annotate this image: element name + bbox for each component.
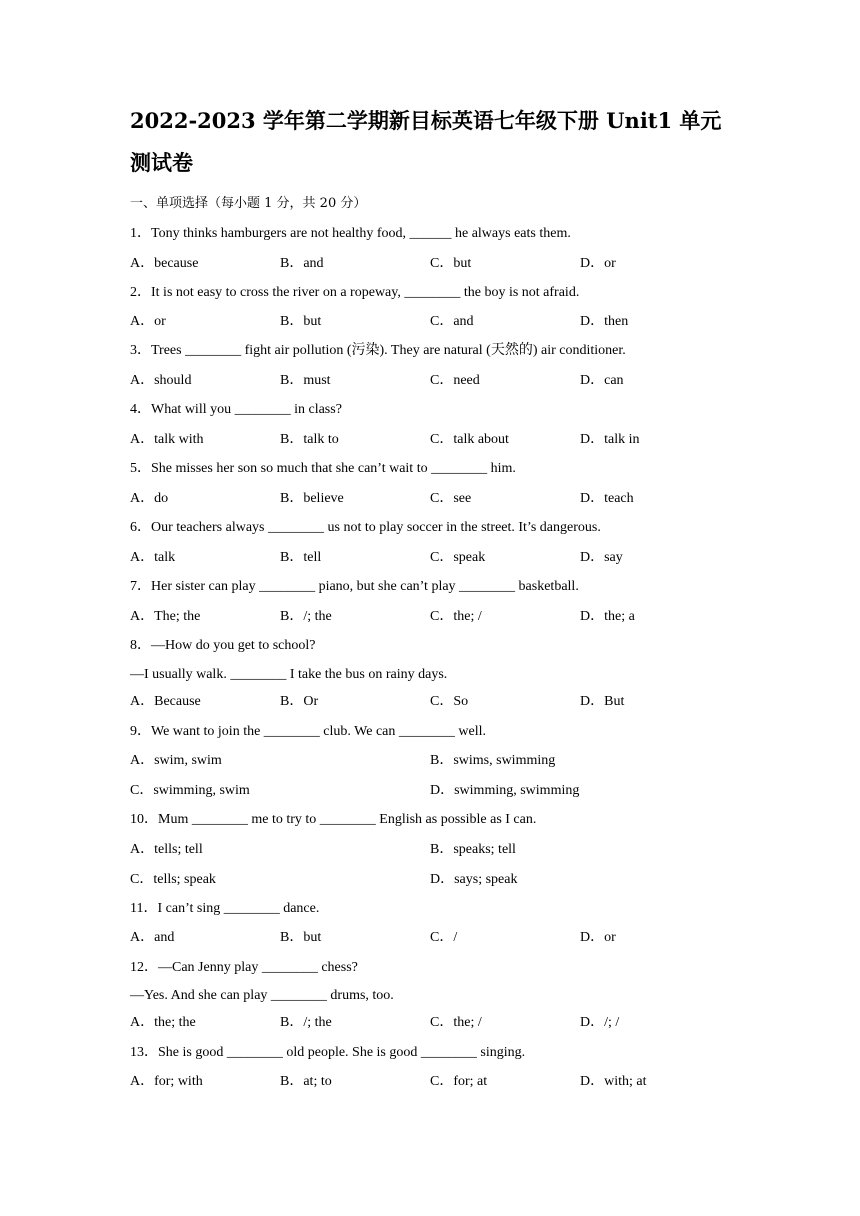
question-stem-continuation: —Yes. And she can play ________ drums, too. [130, 988, 394, 1003]
question-stem: 3．Trees ________ fight air pollution (污染). They are natural (天然的) air conditioner. [130, 343, 626, 358]
option-b: B．talk to [280, 432, 339, 447]
question-stem: 12．—Can Jenny play ________ chess? [130, 960, 358, 975]
option-b: B．speaks; tell [430, 842, 516, 857]
option-d: D．talk in [580, 432, 640, 447]
option-a: A．talk [130, 550, 176, 565]
option-a: A．tells; tell [130, 842, 203, 857]
option-b: B．but [280, 314, 322, 329]
option-b: B．but [280, 930, 322, 945]
question-stem: 11．I can’t sing ________ dance. [130, 901, 320, 916]
option-d: D．or [580, 930, 616, 945]
option-c: C．So [430, 694, 469, 709]
option-a: A．the; the [130, 1015, 196, 1030]
option-a: A．or [130, 314, 166, 329]
option-d: D．But [580, 694, 625, 709]
option-c: C．the; / [430, 1015, 482, 1030]
question-stem: 8．—How do you get to school? [130, 638, 316, 653]
option-a: A．Because [130, 694, 201, 709]
option-d: D．then [580, 314, 629, 329]
question-stem: 6．Our teachers always ________ us not to play soccer in the street. It’s dangerous. [130, 520, 601, 535]
document-title-line-1: 2022-2023 学年第二学期新目标英语七年级下册 Unit1 单元 [130, 108, 722, 133]
option-d: D．with; at [580, 1074, 647, 1089]
question-stem: 10．Mum ________ me to try to ________ English as possible as I can. [130, 812, 537, 827]
option-d: D．say [580, 550, 623, 565]
question-stem: 9．We want to join the ________ club. We can ________ well. [130, 724, 486, 739]
option-c: C．swimming, swim [130, 783, 250, 798]
question-stem: 5．She misses her son so much that she can’t wait to ________ him. [130, 461, 516, 476]
option-c: C．need [430, 373, 480, 388]
option-a: A．swim, swim [130, 753, 222, 768]
question-stem: 2．It is not easy to cross the river on a ropeway, ________ the boy is not afraid. [130, 285, 580, 300]
option-a: A．The; the [130, 609, 201, 624]
option-a: A．do [130, 491, 169, 506]
option-d: D．or [580, 256, 616, 271]
option-b: B．/; the [280, 609, 332, 624]
option-d: D．says; speak [430, 872, 518, 887]
option-c: C．and [430, 314, 474, 329]
option-c: C．speak [430, 550, 486, 565]
option-a: A．for; with [130, 1074, 203, 1089]
option-c: C．but [430, 256, 472, 271]
option-d: D．swimming, swimming [430, 783, 580, 798]
option-c: C．talk about [430, 432, 509, 447]
option-b: B．/; the [280, 1015, 332, 1030]
option-a: A．talk with [130, 432, 204, 447]
option-a: A．because [130, 256, 199, 271]
option-c: C．the; / [430, 609, 482, 624]
option-b: B．must [280, 373, 331, 388]
document-title-line-2: 测试卷 [130, 150, 193, 175]
option-b: B．believe [280, 491, 344, 506]
option-b: B．swims, swimming [430, 753, 556, 768]
option-c: C．for; at [430, 1074, 488, 1089]
option-b: B．and [280, 256, 324, 271]
section-heading: 一、单项选择（每小题 1 分，共 20 分） [130, 196, 367, 211]
option-c: C．see [430, 491, 472, 506]
option-d: D．the; a [580, 609, 635, 624]
question-stem: 13．She is good ________ old people. She is good ________ singing. [130, 1045, 526, 1060]
option-d: D．can [580, 373, 624, 388]
option-a: A．and [130, 930, 175, 945]
option-b: B．at; to [280, 1074, 332, 1089]
option-d: D．/; / [580, 1015, 620, 1030]
question-stem: 1．Tony thinks hamburgers are not healthy food, ______ he always eats them. [130, 226, 571, 241]
option-d: D．teach [580, 491, 634, 506]
option-a: A．should [130, 373, 192, 388]
option-b: B．tell [280, 550, 322, 565]
question-stem-continuation: —I usually walk. ________ I take the bus on rainy days. [130, 667, 448, 682]
question-stem: 7．Her sister can play ________ piano, but she can’t play ________ basketball. [130, 579, 579, 594]
option-b: B．Or [280, 694, 319, 709]
option-c: C．tells; speak [130, 872, 216, 887]
option-c: C．/ [430, 930, 458, 945]
question-stem: 4．What will you ________ in class? [130, 402, 342, 417]
